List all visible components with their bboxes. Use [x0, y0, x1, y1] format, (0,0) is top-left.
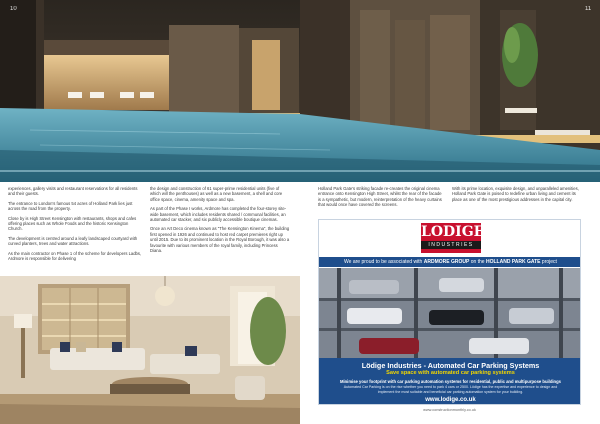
- ad-website-link[interactable]: www.lodige.co.uk: [425, 397, 476, 404]
- website-caption: www.constructionmonthly.co.uk: [423, 408, 476, 412]
- ad-description: Automated Car Parking is on the rise whether you need to park 4 cars or 2500. Lödige has the expertise and experience to design and implement the most suitable and beneficial car parking automation system for your building.: [343, 385, 558, 394]
- ad-banner: [319, 257, 581, 267]
- ad-subtitle: Save space with automated car parking systems: [386, 370, 515, 376]
- brand-name: LODIGE: [421, 224, 485, 240]
- banner-company: ARDMORE GROUP: [423, 259, 470, 265]
- brand-subtitle: INDUSTRIES: [421, 241, 481, 249]
- paragraph: experiences, gallery visits and restaurant reservations for all residents and their guests.: [8, 186, 138, 197]
- paragraph: Close by is High Street Kensington with restaurants, shops and cafes offering places such as Whole Foods and the historic Kensington Church.: [8, 215, 137, 232]
- ad-footer: [319, 358, 581, 405]
- pool-photo: [0, 0, 600, 182]
- paragraph: The entrance to London's famous 54 acres of Holland Park lies just across the road from the property.: [8, 200, 133, 212]
- banner-project: HOLLAND PARK GATE: [485, 259, 541, 265]
- banner-text: on the: [470, 259, 485, 265]
- lodige-logo: [421, 223, 485, 253]
- text-column-3: [318, 186, 444, 212]
- paragraph: Holland Park Gate's striking facade re-creates the original cinema entrance onto Kensington High Street, whilst the rear of the facade is a sympathetic, but modern, reinterpretation of the heavy curtains that would once have covered the screens.: [318, 186, 442, 208]
- text-column-1: [8, 186, 144, 265]
- banner-text: We are proud to be associated with: [344, 259, 423, 265]
- text-column-4: [452, 186, 584, 206]
- text-column-2: [150, 186, 290, 257]
- page-number-left: 10: [10, 6, 17, 12]
- banner-text: project: [541, 259, 557, 265]
- paragraph: As the main contractor on Phase 1 of the scheme for developers Ladbs, Ardmore is responsible for delivering: [8, 250, 142, 262]
- lounge-photo: [0, 276, 300, 424]
- paragraph: Once an Art Deco cinema known as "The Kensington Kinema", the building first opened in 1926 and continued to host red carpet premieres right up until 2015. Due to its prominent location in the Royal Borough, it was also a favourite with various members of the royal family, including Princess Diana.: [150, 226, 290, 254]
- paragraph: The development is centred around a leafy landscaped courtyard with curved planters, trees and water attractions.: [8, 235, 138, 247]
- page-number-right: 11: [585, 6, 592, 12]
- paragraph: As part of the Phase I works, Ardmore has completed the four-storey site-wide basement, which includes residents shared / communal facilities, an automated car stacker, and six publicly accessible boutique cinemas.: [150, 206, 287, 223]
- ad-title: Lödige Industries - Automated Car Parking Systems: [361, 361, 540, 370]
- paragraph: the design and construction of 61 super-prime residential units (five of which will the penthouses) as well as a new basement, a shell and core office space, cinema, amenity space and spa.: [150, 186, 283, 202]
- ad-tagline: Minimise your footprint with car parking automation systems for residential, public and multipurpose buildings: [339, 379, 562, 384]
- paragraph: With its prime location, exquisite design, and unparalleled amenities, Holland Park Gate is poised to redefine urban living and cement its place as one of the most prestigious addresses in the capital city.: [452, 186, 579, 202]
- lodige-advertisement[interactable]: [318, 219, 581, 405]
- car-parking-photo: [319, 268, 581, 358]
